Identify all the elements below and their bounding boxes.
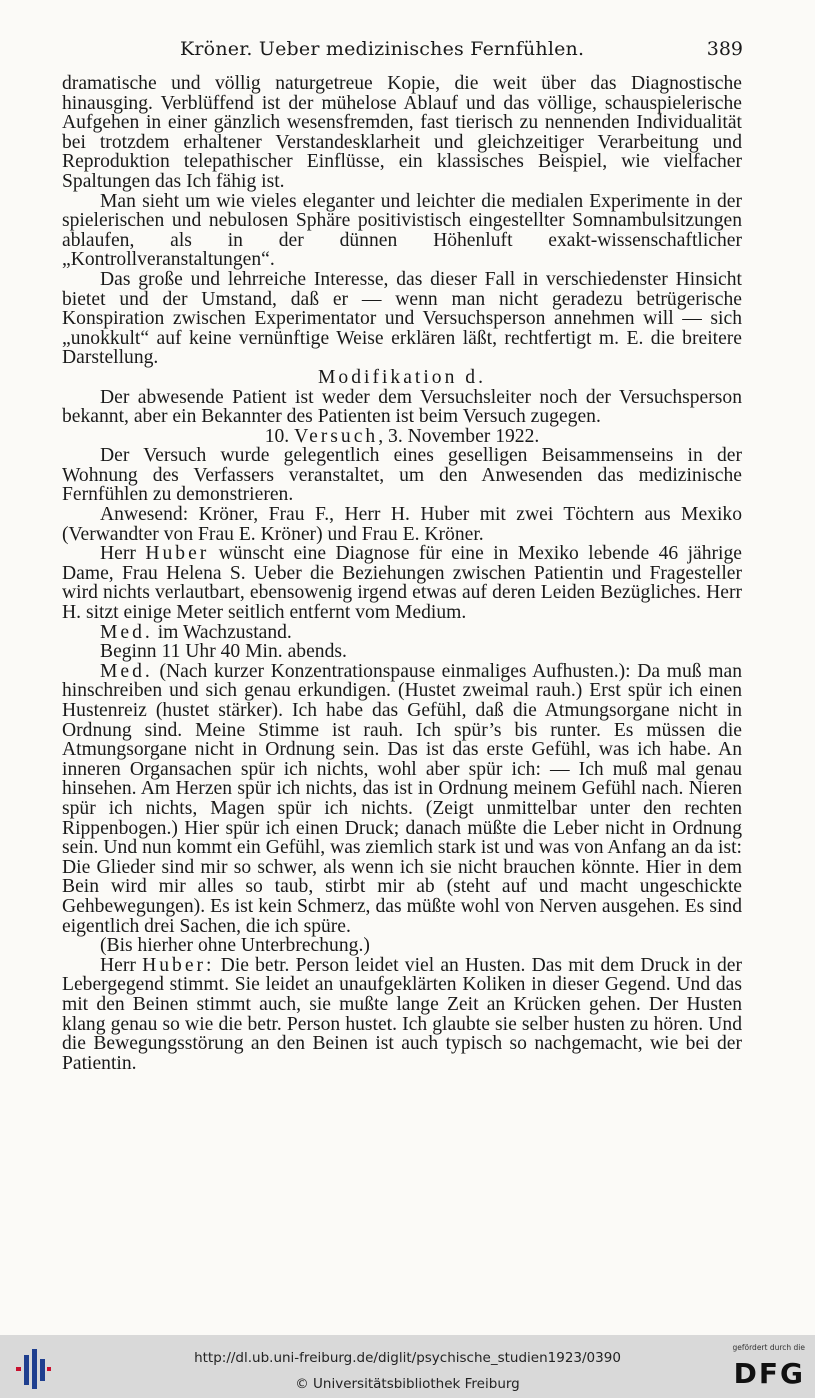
begin-time: Beginn 11 Uhr 40 Min. abends.: [100, 641, 347, 663]
experiment-word: Versuch: [294, 425, 379, 447]
section-intro: Der abwesende Patient ist weder dem Versuchsleiter noch der Versuchsperson bekannt, aber ein Bekannter des Patienten ist beim Versuch zugegen.: [62, 386, 742, 428]
huber-reply: [62, 956, 742, 1074]
speaker-prefix: Herr: [100, 954, 136, 976]
interruption-note: (Bis hierher ohne Unterbrechung.): [100, 935, 370, 957]
paragraph: Man sieht um wie vieles eleganter und leichter die medialen Experimente in der spielerischen und nebulosen Sphäre positivistisch eingestellter Somnambulsitzungen ablaufen, als in der dünnen Höhenluft exakt-wissenschaftlicher „Kontrollveranstaltungen“.: [62, 190, 742, 271]
page-header: [60, 38, 743, 64]
source-url-link[interactable]: http://dl.ub.uni-freiburg.de/diglit/psychische_studien1923/0390: [194, 1350, 621, 1366]
medium-label: Med.: [100, 660, 153, 682]
copyright-text: © Universitätsbibliothek Freiburg: [295, 1376, 520, 1392]
speaker-name: Huber:: [142, 954, 215, 976]
huber-request-text: wünscht eine Diagnose für eine in Mexiko lebende 46 jährige Dame, Frau Helena S. Ueber die Beziehungen zwischen Patientin und Fragesteller wird nichts verlautbart, ebensowenig irgend etwas auf deren Leiden Bezügliches. Herr H. sitzt einige Meter seitlich entfernt vom Medium.: [62, 543, 742, 624]
huber-request: [62, 544, 742, 622]
section-heading: Modifikation d.: [318, 366, 486, 388]
speaker-prefix: Herr: [100, 543, 136, 565]
medium-state: [62, 623, 742, 643]
experiment-date: , 3. November 1922.: [378, 425, 540, 447]
page-number: 389: [706, 38, 743, 60]
paragraph: dramatische und völlig naturgetreue Kopie, die weit über das Diagnostische hinausging. Verblüffend ist der mühelose Ablauf und das völlige, schauspielerische Aufgehen in einer gänzlich wesensfremden, fast tierisch zu nennenden Individualität bei trotzdem erhaltener Verstandesklarheit und gleichzeitiger Verarbeitung und Reproduktion telepathischer Einflüsse, ein klassisches Beispiel, wie vielfacher Spaltungen das Ich fähig ist.: [62, 73, 742, 192]
dfg-caption: gefördert durch die: [732, 1343, 805, 1352]
experiment-number: 10.: [264, 425, 290, 447]
body-text: [62, 74, 742, 1073]
dfg-logo-icon: DFG: [733, 1357, 805, 1390]
medium-label: Med.: [100, 621, 153, 643]
viewer-footer: [0, 1335, 815, 1398]
medium-state-text: im Wachzustand.: [157, 621, 292, 643]
huber-reply-text: Die betr. Person leidet viel an Husten. Das mit dem Druck in der Lebergegend stimmt. Sie leidet an unaufgeklärten Koliken in dieser Gegend. Und das mit den Beinen stimmt auch, sie mußte lange Zeit an Krücken gehen. Der Husten klang genau so wie die betr. Person hustet. Ich glaubte sie selber husten zu hören. Und die Bewegungsstörung an den Beinen ist auch typisch so nachgemacht, wie bei der Patientin.: [62, 954, 742, 1074]
running-head: Kröner. Ueber medizinisches Fernfühlen.: [180, 38, 585, 60]
paragraph: Das große und lehrreiche Interesse, das dieser Fall in verschiedenster Hinsicht bietet und der Umstand, daß er — wenn man nicht geradezu betrügerische Konspiration zwischen Experimentator und Versuchsperson annehmen will — sich „unokkult“ auf keine vernünftige Weise erklären läßt, rechtfertigt m. E. die breitere Darstellung.: [62, 268, 742, 369]
experiment-intro: Der Versuch wurde gelegentlich eines geselligen Beisammenseins in der Wohnung des Verfassers veranstaltet, um den Anwesenden das medizinische Fernfühlen zu demonstrieren.: [62, 445, 742, 506]
speaker-name: Huber: [145, 543, 210, 565]
present-list: Anwesend: Kröner, Frau F., Herr H. Huber mit zwei Töchtern aus Mexiko (Verwandter von Frau E. Kröner) und Frau E. Kröner.: [62, 504, 742, 545]
medium-speech-text: (Nach kurzer Konzentrationspause einmaliges Aufhusten.): Da muß man hinschreiben und sich genau erkundigen. (Hustet zweimal rauh.) Erst spür ich einen Hustenreiz (hustet stärker). Ich habe das Gefühl, daß die Atmungsorgane nicht in Ordnung sind. Meine Stimme ist rauh. Ich spür’s bis runter. Es müssen die Atmungsorgane nicht in Ordnung sein. Das ist das erste Gefühl, was ich habe. An inneren Organsachen spür ich nichts, wohl aber spür ich: — Ich muß mal genau hinsehen. Am Herzen spür ich nichts, das ist in Ordnung meinem Gefühl nach. Nieren spür ich nichts, Magen spür ich nichts. (Zeigt unmittelbar unter den rechten Rippenbogen.) Hier spür ich einen Druck; danach müßte die Leber nicht in Ordnung sein. Und nun kommt ein Gefühl, was ziemlich stark ist und was von Anfang an da ist: Die Glieder sind mir so schwer, als wenn ich sie nicht brauchen könnte. Hier in dem Bein wird mir alles so taub, stirbt mir ab (steht auf und macht ungeschickte Gehbewegungen). Es ist kein Schmerz, das müßte wohl von Nerven ausgehen. Es sind eigentlich drei Sachen, die ich spüre.: [62, 660, 742, 937]
medium-speech: [62, 662, 742, 936]
experiment-heading: [62, 427, 742, 447]
